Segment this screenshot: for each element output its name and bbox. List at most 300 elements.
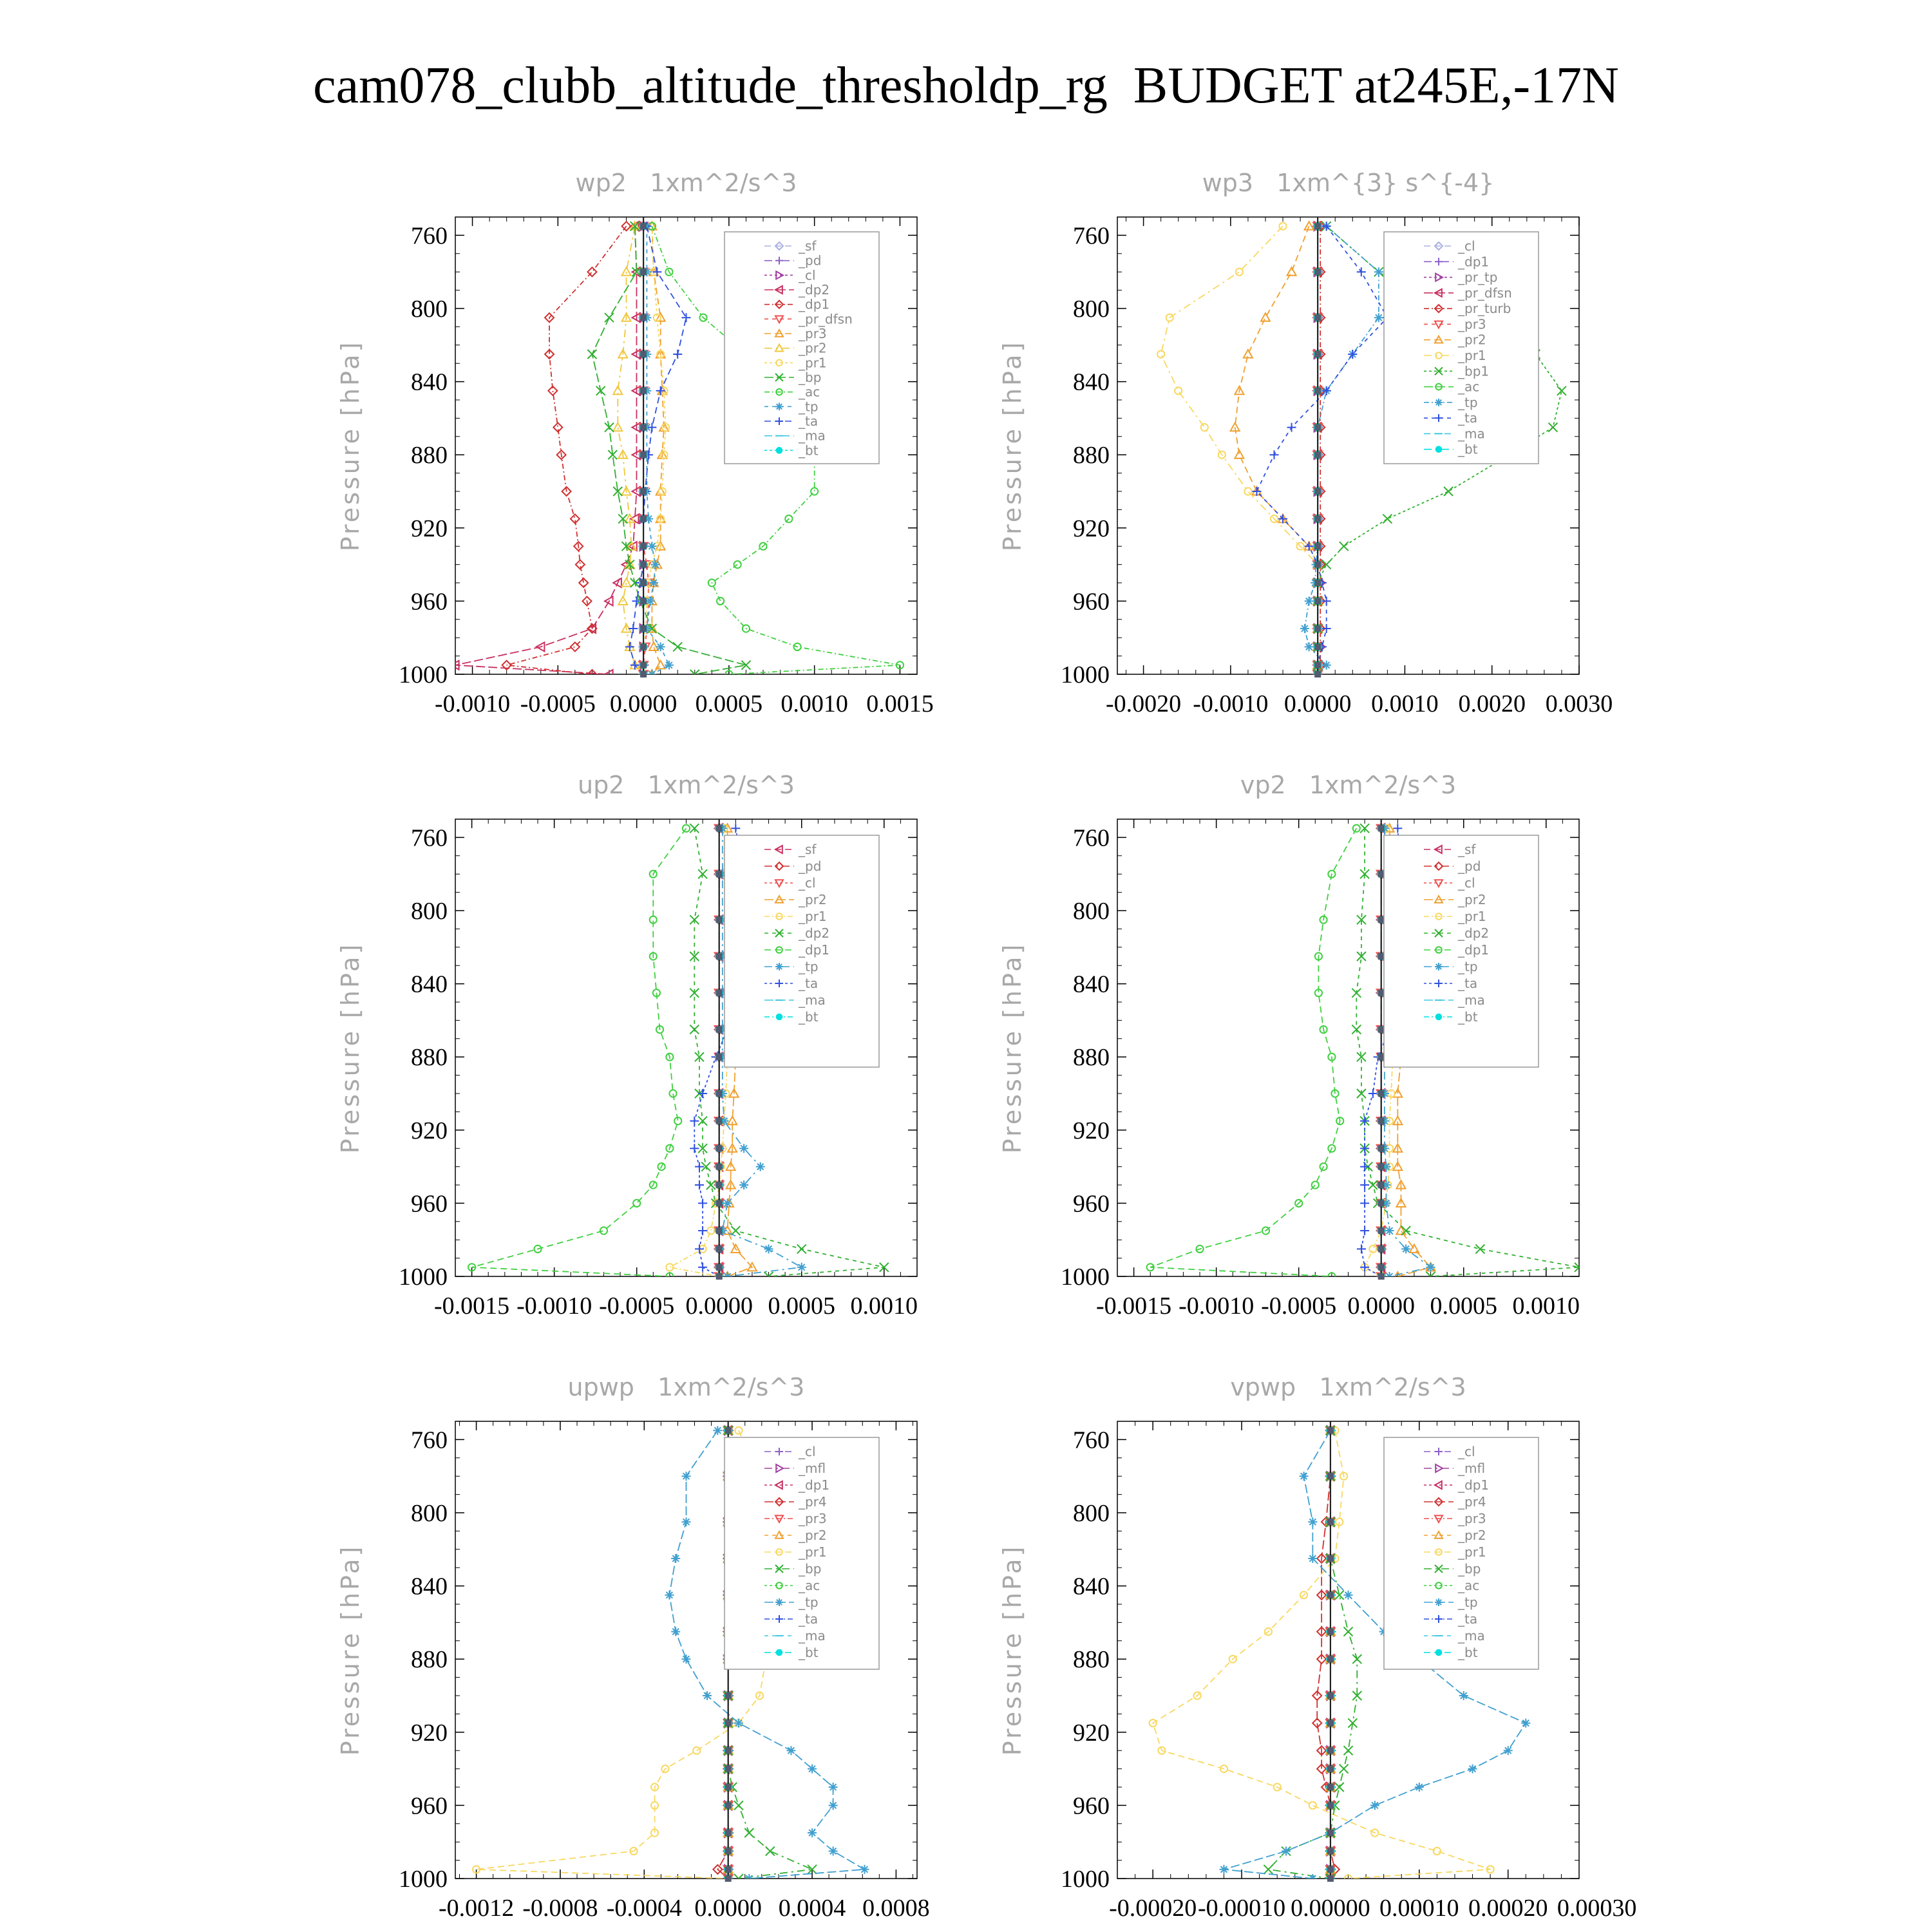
chart-panel-3 bbox=[336, 771, 918, 1320]
data-point bbox=[1410, 1244, 1419, 1253]
data-point bbox=[682, 1472, 691, 1481]
bt-marker bbox=[1378, 825, 1385, 831]
series-line-tp bbox=[647, 226, 669, 674]
bt-marker bbox=[716, 953, 723, 960]
data-point bbox=[744, 1828, 753, 1837]
chart-panel-1 bbox=[336, 169, 934, 717]
series-line-bp bbox=[592, 226, 746, 674]
bt-marker bbox=[640, 598, 647, 604]
y-tick-label: 840 bbox=[1073, 368, 1110, 396]
bt-marker bbox=[716, 1200, 723, 1206]
y-tick-label: 840 bbox=[1073, 971, 1110, 998]
bt-marker bbox=[1378, 990, 1385, 996]
legend-label: _pr2 bbox=[799, 340, 827, 356]
data-point bbox=[1236, 269, 1243, 276]
series-line-pr2 bbox=[1235, 226, 1318, 674]
legend-label: _dp2 bbox=[1458, 925, 1490, 941]
data-point bbox=[1305, 596, 1314, 605]
data-point bbox=[1157, 350, 1164, 357]
bt-marker bbox=[1378, 1273, 1385, 1280]
legend-label: _ma bbox=[799, 428, 826, 444]
bt-marker bbox=[640, 223, 647, 229]
bt-marker bbox=[1378, 916, 1385, 923]
legend-label: _cl bbox=[1458, 238, 1475, 254]
data-point bbox=[647, 670, 656, 679]
y-tick-label: 920 bbox=[1073, 515, 1110, 542]
legend-label: _pr1 bbox=[1458, 909, 1486, 924]
data-point bbox=[808, 1828, 817, 1837]
data-point bbox=[1401, 1244, 1410, 1253]
legend bbox=[724, 1437, 879, 1669]
x-tick-label: -0.0010 bbox=[434, 690, 511, 717]
bt-marker bbox=[1378, 1145, 1385, 1151]
legend-label: _pr1 bbox=[799, 909, 827, 924]
x-tick-label: -0.0012 bbox=[439, 1895, 515, 1922]
bt-marker bbox=[716, 1245, 723, 1252]
bt-marker bbox=[1327, 1830, 1334, 1836]
data-point bbox=[1244, 488, 1251, 495]
legend-label: _pr1 bbox=[799, 1544, 827, 1560]
legend-label: _tp bbox=[799, 1595, 819, 1610]
data-point bbox=[1360, 1263, 1369, 1272]
x-tick-label: 0.0010 bbox=[1512, 1293, 1580, 1320]
data-point bbox=[596, 386, 605, 395]
data-point bbox=[744, 1874, 753, 1883]
legend-label: _dp1 bbox=[1458, 1477, 1490, 1493]
data-point bbox=[1175, 387, 1182, 394]
bt-marker bbox=[640, 543, 647, 549]
data-point bbox=[1300, 1472, 1309, 1481]
legend-label: _pr_tp bbox=[1458, 269, 1498, 285]
bt-marker bbox=[716, 1164, 723, 1170]
bt-marker bbox=[1314, 562, 1321, 568]
data-point bbox=[1357, 1244, 1366, 1253]
data-point bbox=[1344, 1627, 1353, 1636]
legend-label: _pr1 bbox=[799, 355, 827, 371]
x-tick-label: 0.0005 bbox=[695, 690, 763, 717]
bt-marker bbox=[1327, 1875, 1334, 1882]
data-point bbox=[1374, 267, 1383, 276]
legend-label: _dp2 bbox=[799, 282, 830, 298]
x-tick-label: -0.0005 bbox=[1261, 1293, 1337, 1320]
legend-label: _pd bbox=[799, 252, 822, 269]
bt-marker bbox=[640, 625, 647, 632]
legend-label: _bp1 bbox=[1458, 363, 1490, 379]
data-point bbox=[1201, 424, 1208, 431]
y-tick-label: 760 bbox=[411, 1426, 448, 1454]
legend-label: _dp1 bbox=[1458, 942, 1490, 958]
x-tick-label: 0.0005 bbox=[768, 1293, 835, 1320]
legend-label: _sf bbox=[799, 842, 817, 857]
bt-marker bbox=[716, 916, 723, 923]
y-tick-label: 1000 bbox=[399, 1866, 448, 1893]
data-point bbox=[1374, 313, 1383, 322]
data-point bbox=[1385, 1272, 1394, 1281]
legend-label: _pr2 bbox=[1458, 332, 1486, 348]
data-point bbox=[1308, 1874, 1317, 1883]
x-tick-label: 0.0010 bbox=[781, 690, 848, 717]
legend-label: _pr2 bbox=[1458, 1528, 1486, 1543]
legend-label: _ma bbox=[1458, 1628, 1485, 1643]
series-line-ta bbox=[1256, 226, 1387, 674]
x-tick-label: 0.00030 bbox=[1557, 1895, 1637, 1922]
data-point bbox=[1368, 1089, 1378, 1098]
data-point bbox=[1415, 1783, 1424, 1792]
y-tick-label: 920 bbox=[411, 515, 448, 542]
x-tick-label: -0.0005 bbox=[599, 1293, 675, 1320]
data-point bbox=[1548, 423, 1557, 432]
data-point bbox=[1309, 1802, 1316, 1809]
y-tick-label: 800 bbox=[411, 898, 448, 925]
y-tick-label: 840 bbox=[411, 1573, 448, 1600]
legend-label: _pr2 bbox=[799, 1528, 827, 1543]
y-tick-label: 960 bbox=[411, 1190, 448, 1218]
bt-marker bbox=[1327, 1629, 1334, 1635]
series-line-ta bbox=[630, 226, 687, 674]
panel-title: vpwp 1xm^2/s^3 bbox=[1230, 1373, 1466, 1401]
data-point bbox=[1370, 1801, 1379, 1810]
bt-marker bbox=[1327, 1848, 1334, 1854]
legend bbox=[724, 232, 879, 464]
x-tick-label: 0.00010 bbox=[1379, 1895, 1459, 1922]
y-tick-label: 960 bbox=[1073, 1190, 1110, 1218]
bt-marker bbox=[1314, 269, 1321, 275]
data-point bbox=[723, 1198, 732, 1208]
bt-marker bbox=[725, 1830, 732, 1836]
data-point bbox=[766, 1846, 775, 1855]
bt-marker bbox=[1378, 1027, 1385, 1033]
y-tick-label: 920 bbox=[411, 1719, 448, 1747]
bt-marker bbox=[640, 351, 647, 357]
bt-marker bbox=[716, 1118, 723, 1124]
y-tick-label: 960 bbox=[1073, 1792, 1110, 1820]
series-line-bp bbox=[1268, 1430, 1357, 1879]
y-tick-label: 1000 bbox=[1061, 1264, 1110, 1291]
bt-marker bbox=[1314, 424, 1321, 431]
x-tick-label: 0.0030 bbox=[1545, 690, 1613, 717]
legend-label: _ta bbox=[799, 1611, 819, 1627]
data-point bbox=[717, 598, 724, 605]
data-point bbox=[682, 313, 691, 322]
legend-label: _cl bbox=[1458, 875, 1475, 891]
legend-label: _dp1 bbox=[799, 296, 830, 312]
data-point bbox=[1344, 1746, 1353, 1755]
data-point bbox=[829, 1801, 838, 1810]
legend-label: _pr4 bbox=[799, 1494, 827, 1510]
bt-marker bbox=[640, 562, 647, 568]
y-tick-label: 800 bbox=[1073, 296, 1110, 323]
legend-label: _pr3 bbox=[1458, 1511, 1486, 1526]
y-axis-label: Pressure [hPa] bbox=[998, 339, 1027, 552]
bt-marker bbox=[725, 1720, 732, 1727]
data-point bbox=[1235, 450, 1244, 459]
data-point bbox=[1344, 1591, 1353, 1600]
bt-marker bbox=[716, 825, 723, 831]
bt-marker bbox=[1314, 351, 1321, 357]
y-tick-label: 920 bbox=[1073, 1117, 1110, 1144]
data-point bbox=[1357, 267, 1366, 276]
bt-marker bbox=[1378, 1164, 1385, 1170]
x-tick-label: 0.0010 bbox=[850, 1293, 918, 1320]
bt-marker bbox=[1314, 314, 1321, 321]
legend-label: _dp2 bbox=[799, 925, 830, 941]
bt-marker bbox=[640, 424, 647, 431]
data-point bbox=[756, 1162, 765, 1171]
data-point bbox=[1360, 1162, 1369, 1171]
bt-marker bbox=[716, 871, 723, 877]
data-point bbox=[579, 578, 588, 587]
data-point bbox=[1459, 1691, 1468, 1700]
legend-label: _pd bbox=[1458, 858, 1481, 874]
y-tick-label: 760 bbox=[411, 222, 448, 250]
legend-label: _ta bbox=[1458, 976, 1478, 991]
legend-label: _cl bbox=[799, 1444, 816, 1459]
legend-label: _bt bbox=[799, 1009, 819, 1025]
bt-marker bbox=[1327, 1555, 1334, 1562]
data-point bbox=[1360, 1198, 1369, 1208]
bt-marker bbox=[1327, 1473, 1334, 1479]
bt-marker bbox=[1378, 1245, 1385, 1252]
bt-marker bbox=[640, 488, 647, 495]
legend-label: _tp bbox=[1458, 1595, 1478, 1610]
x-tick-label: 0.00000 bbox=[1291, 1895, 1370, 1922]
data-point bbox=[713, 1426, 722, 1435]
x-tick-label: 0.0020 bbox=[1458, 690, 1526, 717]
y-tick-label: 800 bbox=[411, 1500, 448, 1527]
bt-marker bbox=[716, 1145, 723, 1151]
data-point bbox=[829, 1783, 838, 1792]
data-point bbox=[1287, 423, 1296, 432]
bt-marker bbox=[1314, 662, 1321, 668]
legend-label: _ta bbox=[799, 413, 819, 429]
data-point bbox=[739, 1144, 748, 1153]
y-tick-label: 800 bbox=[1073, 898, 1110, 925]
data-point bbox=[673, 350, 682, 359]
bt-marker bbox=[640, 643, 647, 650]
y-tick-label: 760 bbox=[1073, 1426, 1110, 1454]
data-point bbox=[1340, 542, 1349, 551]
bt-marker bbox=[716, 1264, 723, 1271]
y-tick-label: 880 bbox=[1073, 442, 1110, 469]
bt-marker bbox=[1378, 1118, 1385, 1124]
y-tick-label: 960 bbox=[1073, 588, 1110, 616]
bt-marker bbox=[1314, 580, 1321, 586]
x-tick-label: 0.0004 bbox=[778, 1895, 846, 1922]
legend-label: _bt bbox=[1458, 1009, 1478, 1025]
data-point bbox=[698, 1263, 707, 1272]
chart-panel-5 bbox=[336, 1373, 930, 1922]
y-tick-label: 880 bbox=[411, 1646, 448, 1674]
data-point bbox=[723, 1272, 732, 1281]
x-tick-label: 0.0015 bbox=[866, 690, 934, 717]
data-point bbox=[1385, 1226, 1394, 1235]
data-point bbox=[682, 1517, 691, 1526]
data-point bbox=[797, 1244, 806, 1253]
bt-marker bbox=[1327, 1802, 1334, 1808]
y-tick-label: 760 bbox=[1073, 222, 1110, 250]
legend-label: _ac bbox=[799, 1578, 820, 1593]
legend-label: _bp bbox=[799, 1561, 822, 1577]
data-point bbox=[1340, 1765, 1349, 1774]
bt-marker bbox=[1327, 1784, 1334, 1790]
legend-label: _bt bbox=[1458, 441, 1478, 457]
data-point bbox=[808, 1765, 817, 1774]
legend-label: _dp1 bbox=[1458, 254, 1490, 270]
y-tick-label: 960 bbox=[411, 1792, 448, 1820]
legend-label: _bp bbox=[1458, 1561, 1481, 1577]
y-tick-label: 760 bbox=[411, 824, 448, 852]
data-point bbox=[600, 1227, 607, 1234]
bt-marker bbox=[1314, 625, 1321, 632]
legend-label: _pr3 bbox=[799, 1511, 827, 1526]
legend-label: _pr_dfsn bbox=[1458, 285, 1512, 301]
legend bbox=[1384, 1437, 1539, 1669]
legend-label: _cl bbox=[799, 267, 816, 283]
x-tick-label: 0.00020 bbox=[1468, 1895, 1548, 1922]
data-point bbox=[731, 824, 740, 833]
data-point bbox=[1557, 386, 1566, 395]
bt-marker bbox=[725, 1766, 732, 1772]
bt-marker bbox=[716, 1090, 723, 1097]
data-point bbox=[1305, 222, 1314, 230]
bt-marker bbox=[640, 451, 647, 458]
data-point bbox=[1264, 1865, 1273, 1874]
bt-marker bbox=[725, 1802, 732, 1808]
y-tick-label: 840 bbox=[1073, 1573, 1110, 1600]
data-point bbox=[1322, 624, 1331, 633]
bt-marker bbox=[640, 671, 647, 677]
bt-marker bbox=[1378, 1054, 1385, 1060]
data-point bbox=[734, 561, 741, 568]
y-tick-label: 880 bbox=[1073, 1646, 1110, 1674]
data-point bbox=[682, 1654, 691, 1663]
bt-marker bbox=[1327, 1427, 1334, 1434]
x-tick-label: -0.0020 bbox=[1106, 690, 1182, 717]
x-tick-label: -0.0005 bbox=[520, 690, 596, 717]
data-point bbox=[811, 488, 818, 495]
x-tick-label: -0.0015 bbox=[1096, 1293, 1172, 1320]
data-point bbox=[1322, 661, 1331, 670]
bt-marker bbox=[1314, 643, 1321, 650]
bt-marker bbox=[1378, 871, 1385, 877]
data-point bbox=[673, 642, 682, 651]
data-point bbox=[739, 1180, 748, 1189]
legend-label: _ma bbox=[799, 992, 826, 1008]
legend-label: _pr_turb bbox=[1458, 301, 1511, 317]
data-point bbox=[587, 350, 596, 359]
y-tick-label: 760 bbox=[1073, 824, 1110, 852]
x-tick-label: 0.0000 bbox=[685, 1293, 753, 1320]
legend-label: _ma bbox=[1458, 992, 1485, 1008]
legend bbox=[1384, 835, 1539, 1067]
data-point bbox=[1521, 1719, 1530, 1728]
legend-label: _ac bbox=[799, 384, 820, 400]
data-point bbox=[647, 423, 656, 432]
bt-marker bbox=[716, 1182, 723, 1188]
x-tick-label: -0.00010 bbox=[1197, 1895, 1286, 1922]
data-point bbox=[1434, 1848, 1441, 1855]
bt-marker bbox=[1314, 598, 1321, 604]
chart-panel-4 bbox=[998, 771, 1584, 1320]
data-point bbox=[622, 578, 631, 587]
data-point bbox=[698, 1198, 707, 1208]
legend-label: _mfl bbox=[1458, 1461, 1486, 1476]
data-point bbox=[698, 1226, 707, 1235]
y-axis-label: Pressure [hPa] bbox=[336, 339, 365, 552]
data-point bbox=[622, 267, 631, 276]
data-point bbox=[690, 1025, 699, 1034]
series-line-dp2 bbox=[455, 226, 636, 674]
data-point bbox=[665, 1591, 674, 1600]
y-tick-label: 1000 bbox=[1061, 1866, 1110, 1893]
legend bbox=[1384, 232, 1539, 464]
legend-label: _pd bbox=[799, 858, 822, 874]
data-point bbox=[1322, 596, 1331, 605]
legend-label: _pr1 bbox=[1458, 1544, 1486, 1560]
data-point bbox=[734, 1801, 743, 1810]
series-line-dp1 bbox=[472, 828, 687, 1276]
bt-marker bbox=[1314, 488, 1321, 495]
bt-marker bbox=[640, 662, 647, 668]
x-tick-label: -0.0004 bbox=[606, 1895, 682, 1922]
data-point bbox=[613, 423, 622, 431]
y-axis-label: Pressure [hPa] bbox=[998, 1544, 1027, 1756]
bt-marker bbox=[1314, 388, 1321, 394]
y-axis-label: Pressure [hPa] bbox=[336, 1544, 365, 1756]
legend-label: _bp bbox=[799, 370, 822, 385]
series-line-dp1 bbox=[1150, 828, 1356, 1276]
y-tick-label: 920 bbox=[411, 1117, 448, 1144]
bt-marker bbox=[725, 1427, 732, 1434]
legend-label: _ta bbox=[1458, 1611, 1478, 1627]
series-line-tp bbox=[1305, 226, 1379, 674]
panel-title: upwp 1xm^2/s^3 bbox=[567, 1373, 805, 1401]
bt-marker bbox=[725, 1848, 732, 1854]
bt-marker bbox=[640, 516, 647, 522]
bt-marker bbox=[1378, 1200, 1385, 1206]
bt-marker bbox=[1314, 451, 1321, 458]
bt-marker bbox=[1327, 1720, 1334, 1727]
bt-marker bbox=[1378, 1182, 1385, 1188]
panel-title: wp3 1xm^{3} s^{-4} bbox=[1202, 169, 1495, 197]
legend-label: _tp bbox=[1458, 959, 1478, 974]
data-point bbox=[731, 1226, 740, 1235]
legend-label: _dp1 bbox=[799, 1477, 830, 1493]
data-point bbox=[1261, 313, 1270, 321]
legend bbox=[724, 835, 879, 1067]
data-point bbox=[1352, 989, 1361, 998]
data-point bbox=[1383, 515, 1392, 524]
bt-marker bbox=[640, 580, 647, 586]
bt-marker bbox=[716, 1227, 723, 1234]
x-tick-label: -0.0010 bbox=[1193, 690, 1269, 717]
data-point bbox=[1360, 1226, 1369, 1235]
legend-label: _ta bbox=[799, 976, 819, 991]
legend-label: _ac bbox=[1458, 1578, 1480, 1593]
data-point bbox=[1393, 824, 1402, 833]
series-line-pr1 bbox=[670, 828, 729, 1276]
legend-label: _tp bbox=[799, 959, 819, 974]
bt-marker bbox=[1378, 1090, 1385, 1097]
legend-label: _bt bbox=[799, 1645, 819, 1660]
legend-label: _ta bbox=[1458, 410, 1478, 426]
data-point bbox=[605, 423, 614, 432]
data-point bbox=[734, 1719, 743, 1728]
data-point bbox=[1270, 450, 1279, 459]
data-point bbox=[860, 1865, 869, 1874]
data-point bbox=[1312, 1181, 1319, 1188]
legend-label: _sf bbox=[1458, 842, 1476, 857]
